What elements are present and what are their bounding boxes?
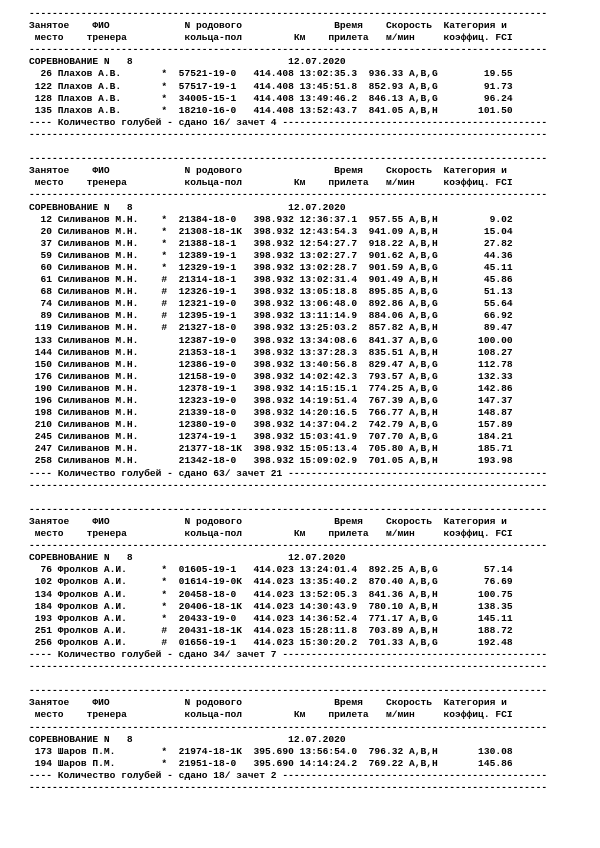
result-row: 194 Шаров П.М. * 21951-18-0 395.690 14:14:24.2 769.22 А,В,Н 145.86 [29, 757, 513, 769]
blank-line [29, 141, 547, 153]
result-row: 184 Фролков А.И. * 20406-18-1К 414.023 14:30:43.9 780.10 А,В,Н 138.35 [29, 600, 513, 612]
result-row: 68 Силиванов М.Н. # 12326-19-1 398.932 13:05:18.8 895.85 А,В,G 51.13 [29, 286, 513, 298]
result-row: 193 Фролков А.И. * 20433-19-0 414.023 14:36:52.4 771.17 А,В,G 145.11 [29, 612, 513, 624]
separator-line: ------------------------------------------------------------------------------------------ [29, 8, 548, 19]
result-row: 128 Плахов А.В. * 34005-15-1 414.408 13:49:46.2 846.13 А,В,G 96.24 [29, 92, 513, 104]
blank-line [29, 673, 547, 685]
result-row: 144 Силиванов М.Н. 21353-18-1 398.932 13:37:28.3 835.51 А,В,Н 108.27 [29, 346, 513, 358]
result-row: 61 Силиванов М.Н. # 21314-18-1 398.932 13:02:31.4 901.49 А,В,Н 45.86 [29, 274, 513, 286]
separator-line: ------------------------------------------------------------------------------------------ [29, 44, 548, 56]
result-row: 102 Фролков А.И. * 01614-19-0К 414.023 13:35:40.2 870.40 А,В,G 76.69 [29, 576, 513, 588]
column-header-line-1: Занятое ФИО N родового Время Скорость Категория и [29, 697, 507, 709]
result-row: 173 Шаров П.М. * 21974-18-1К 395.690 13:56:54.0 796.32 А,В,Н 130.08 [29, 745, 513, 757]
separator-line: ------------------------------------------------------------------------------------------ [29, 503, 548, 515]
result-row: 247 Силиванов М.Н. 21377-18-1К 398.932 15:05:13.4 705.80 А,В,Н 185.71 [29, 443, 513, 455]
result-row: 251 Фролков А.И. # 20431-18-1К 414.023 15:28:11.8 703.89 А,В,Н 188.72 [29, 624, 513, 636]
competition-title: СОРЕВНОВАНИЕ N 8 [29, 552, 133, 564]
separator-line: ------------------------------------------------------------------------------------------ [29, 153, 548, 165]
competition-date: 12.07.2020 [288, 56, 346, 68]
competition-title: СОРЕВНОВАНИЕ N 8 [29, 201, 133, 213]
column-header-line-2: место тренера кольца-пол Км прилета м/мин коэффиц. FCI [29, 709, 513, 721]
result-row: 210 Силиванов М.Н. 12380-19-0 398.932 14:37:04.2 742.79 А,В,G 157.89 [29, 419, 513, 431]
separator-line: ------------------------------------------------------------------------------------------ [29, 721, 548, 733]
result-row: 135 Плахов А.В. * 18210-16-0 414.408 13:52:43.7 841.05 А,В,Н 101.50 [29, 104, 513, 116]
result-row: 198 Силиванов М.Н. 21339-18-0 398.932 14:20:16.5 766.77 А,В,Н 148.87 [29, 407, 513, 419]
column-header-line-2: место тренера кольца-пол Км прилета м/мин коэффиц. FCI [29, 177, 513, 189]
competition-line [29, 734, 547, 746]
column-header-line-1: Занятое ФИО N родового Время Скорость Категория и [29, 20, 507, 32]
competition-date: 12.07.2020 [288, 552, 346, 564]
blank-line [29, 492, 547, 504]
competition-line [29, 202, 547, 214]
result-row: 196 Силиванов М.Н. 12323-19-0 398.932 14:19:51.4 767.39 А,В,G 147.37 [29, 395, 513, 406]
result-row: 37 Силиванов М.Н. * 21388-18-1 398.932 12:54:27.7 918.22 А,В,Н 27.82 [29, 237, 513, 249]
result-row: 74 Силиванов М.Н. # 12321-19-0 398.932 13:06:48.0 892.86 А,В,G 55.64 [29, 298, 513, 310]
result-row: 258 Силиванов М.Н. 21342-18-0 398.932 15:09:02.9 701.05 А,В,Н 193.98 [29, 455, 513, 467]
competition-title: СОРЕВНОВАНИЕ N 8 [29, 733, 133, 745]
result-row: 59 Силиванов М.Н. * 12389-19-1 398.932 13:02:27.7 901.62 А,В,G 44.36 [29, 249, 513, 261]
result-row: 134 Фролков А.И. * 20458-18-0 414.023 13:52:05.3 841.36 А,В,Н 100.75 [29, 588, 513, 600]
result-row: 122 Плахов А.В. * 57517-19-1 414.408 13:45:51.8 852.93 А,В,G 91.73 [29, 80, 513, 92]
column-header-line-2: место тренера кольца-пол Км прилета м/мин коэффиц. FCI [29, 528, 513, 540]
result-row: 12 Силиванов М.Н. * 21384-18-0 398.932 12:36:37.1 957.55 А,В,Н 9.02 [29, 213, 513, 225]
results-document [29, 8, 547, 794]
result-row: 133 Силиванов М.Н. 12387-19-0 398.932 13:34:08.6 841.37 А,В,G 100.00 [29, 334, 513, 346]
result-row: 176 Силиванов М.Н. 12158-19-0 398.932 14:02:42.3 793.57 А,В,G 132.33 [29, 370, 513, 382]
competition-date: 12.07.2020 [288, 201, 346, 213]
result-row: 119 Силиванов М.Н. # 21327-18-0 398.932 13:25:03.2 857.82 А,В,Н 89.47 [29, 322, 513, 334]
separator-line: ------------------------------------------------------------------------------------------ [29, 479, 548, 491]
separator-line: ------------------------------------------------------------------------------------------ [29, 128, 548, 140]
column-header-line-1: Занятое ФИО N родового Время Скорость Категория и [29, 515, 507, 527]
result-row: 76 Фролков А.И. * 01605-19-1 414.023 13:24:01.4 892.25 А,В,G 57.14 [29, 564, 513, 576]
result-row: 150 Силиванов М.Н. 12386-19-0 398.932 13:40:56.8 829.47 А,В,G 112.78 [29, 358, 513, 370]
separator-line: ------------------------------------------------------------------------------------------ [29, 782, 548, 793]
summary-line: ---- Количество голубей - сдано 18/ зачет 2 ---------------------------------------------- [29, 769, 548, 781]
column-header-line-1: Занятое ФИО N родового Время Скорость Категория и [29, 165, 507, 177]
result-row: 245 Силиванов М.Н. 12374-19-1 398.932 15:03:41.9 707.70 А,В,G 184.21 [29, 431, 513, 443]
competition-line [29, 552, 547, 564]
competition-date: 12.07.2020 [288, 733, 346, 745]
separator-line: ------------------------------------------------------------------------------------------ [29, 685, 548, 697]
result-row: 20 Силиванов М.Н. * 21308-18-1К 398.932 12:43:54.3 941.09 А,В,Н 15.04 [29, 225, 513, 237]
result-row: 89 Силиванов М.Н. # 12395-19-1 398.932 13:11:14.9 884.06 А,В,G 66.92 [29, 310, 513, 322]
column-header-line-2: место тренера кольца-пол Км прилета м/мин коэффиц. FCI [29, 32, 513, 44]
separator-line: ------------------------------------------------------------------------------------------ [29, 540, 548, 552]
result-row: 26 Плахов А.В. * 57521-19-0 414.408 13:02:35.3 936.33 А,В,G 19.55 [29, 68, 513, 80]
result-row: 60 Силиванов М.Н. * 12329-19-1 398.932 13:02:28.7 901.59 А,В,G 45.11 [29, 261, 513, 273]
separator-line: ------------------------------------------------------------------------------------------ [29, 189, 548, 201]
competition-line [29, 56, 547, 68]
summary-line: ---- Количество голубей - сдано 16/ зачет 4 ---------------------------------------------- [29, 116, 548, 128]
result-row: 190 Силиванов М.Н. 12378-19-1 398.932 14:15:15.1 774.25 А,В,G 142.86 [29, 382, 513, 394]
summary-line: ---- Количество голубей - сдано 34/ зачет 7 ---------------------------------------------- [29, 648, 548, 660]
result-row: 256 Фролков А.И. # 01656-19-1 414.023 15:30:20.2 701.33 А,В,G 192.48 [29, 636, 513, 648]
competition-title: СОРЕВНОВАНИЕ N 8 [29, 56, 133, 68]
summary-line: ---- Количество голубей - сдано 63/ зачет 21 --------------------------------------------- [29, 467, 548, 479]
separator-line: ------------------------------------------------------------------------------------------ [29, 661, 548, 673]
